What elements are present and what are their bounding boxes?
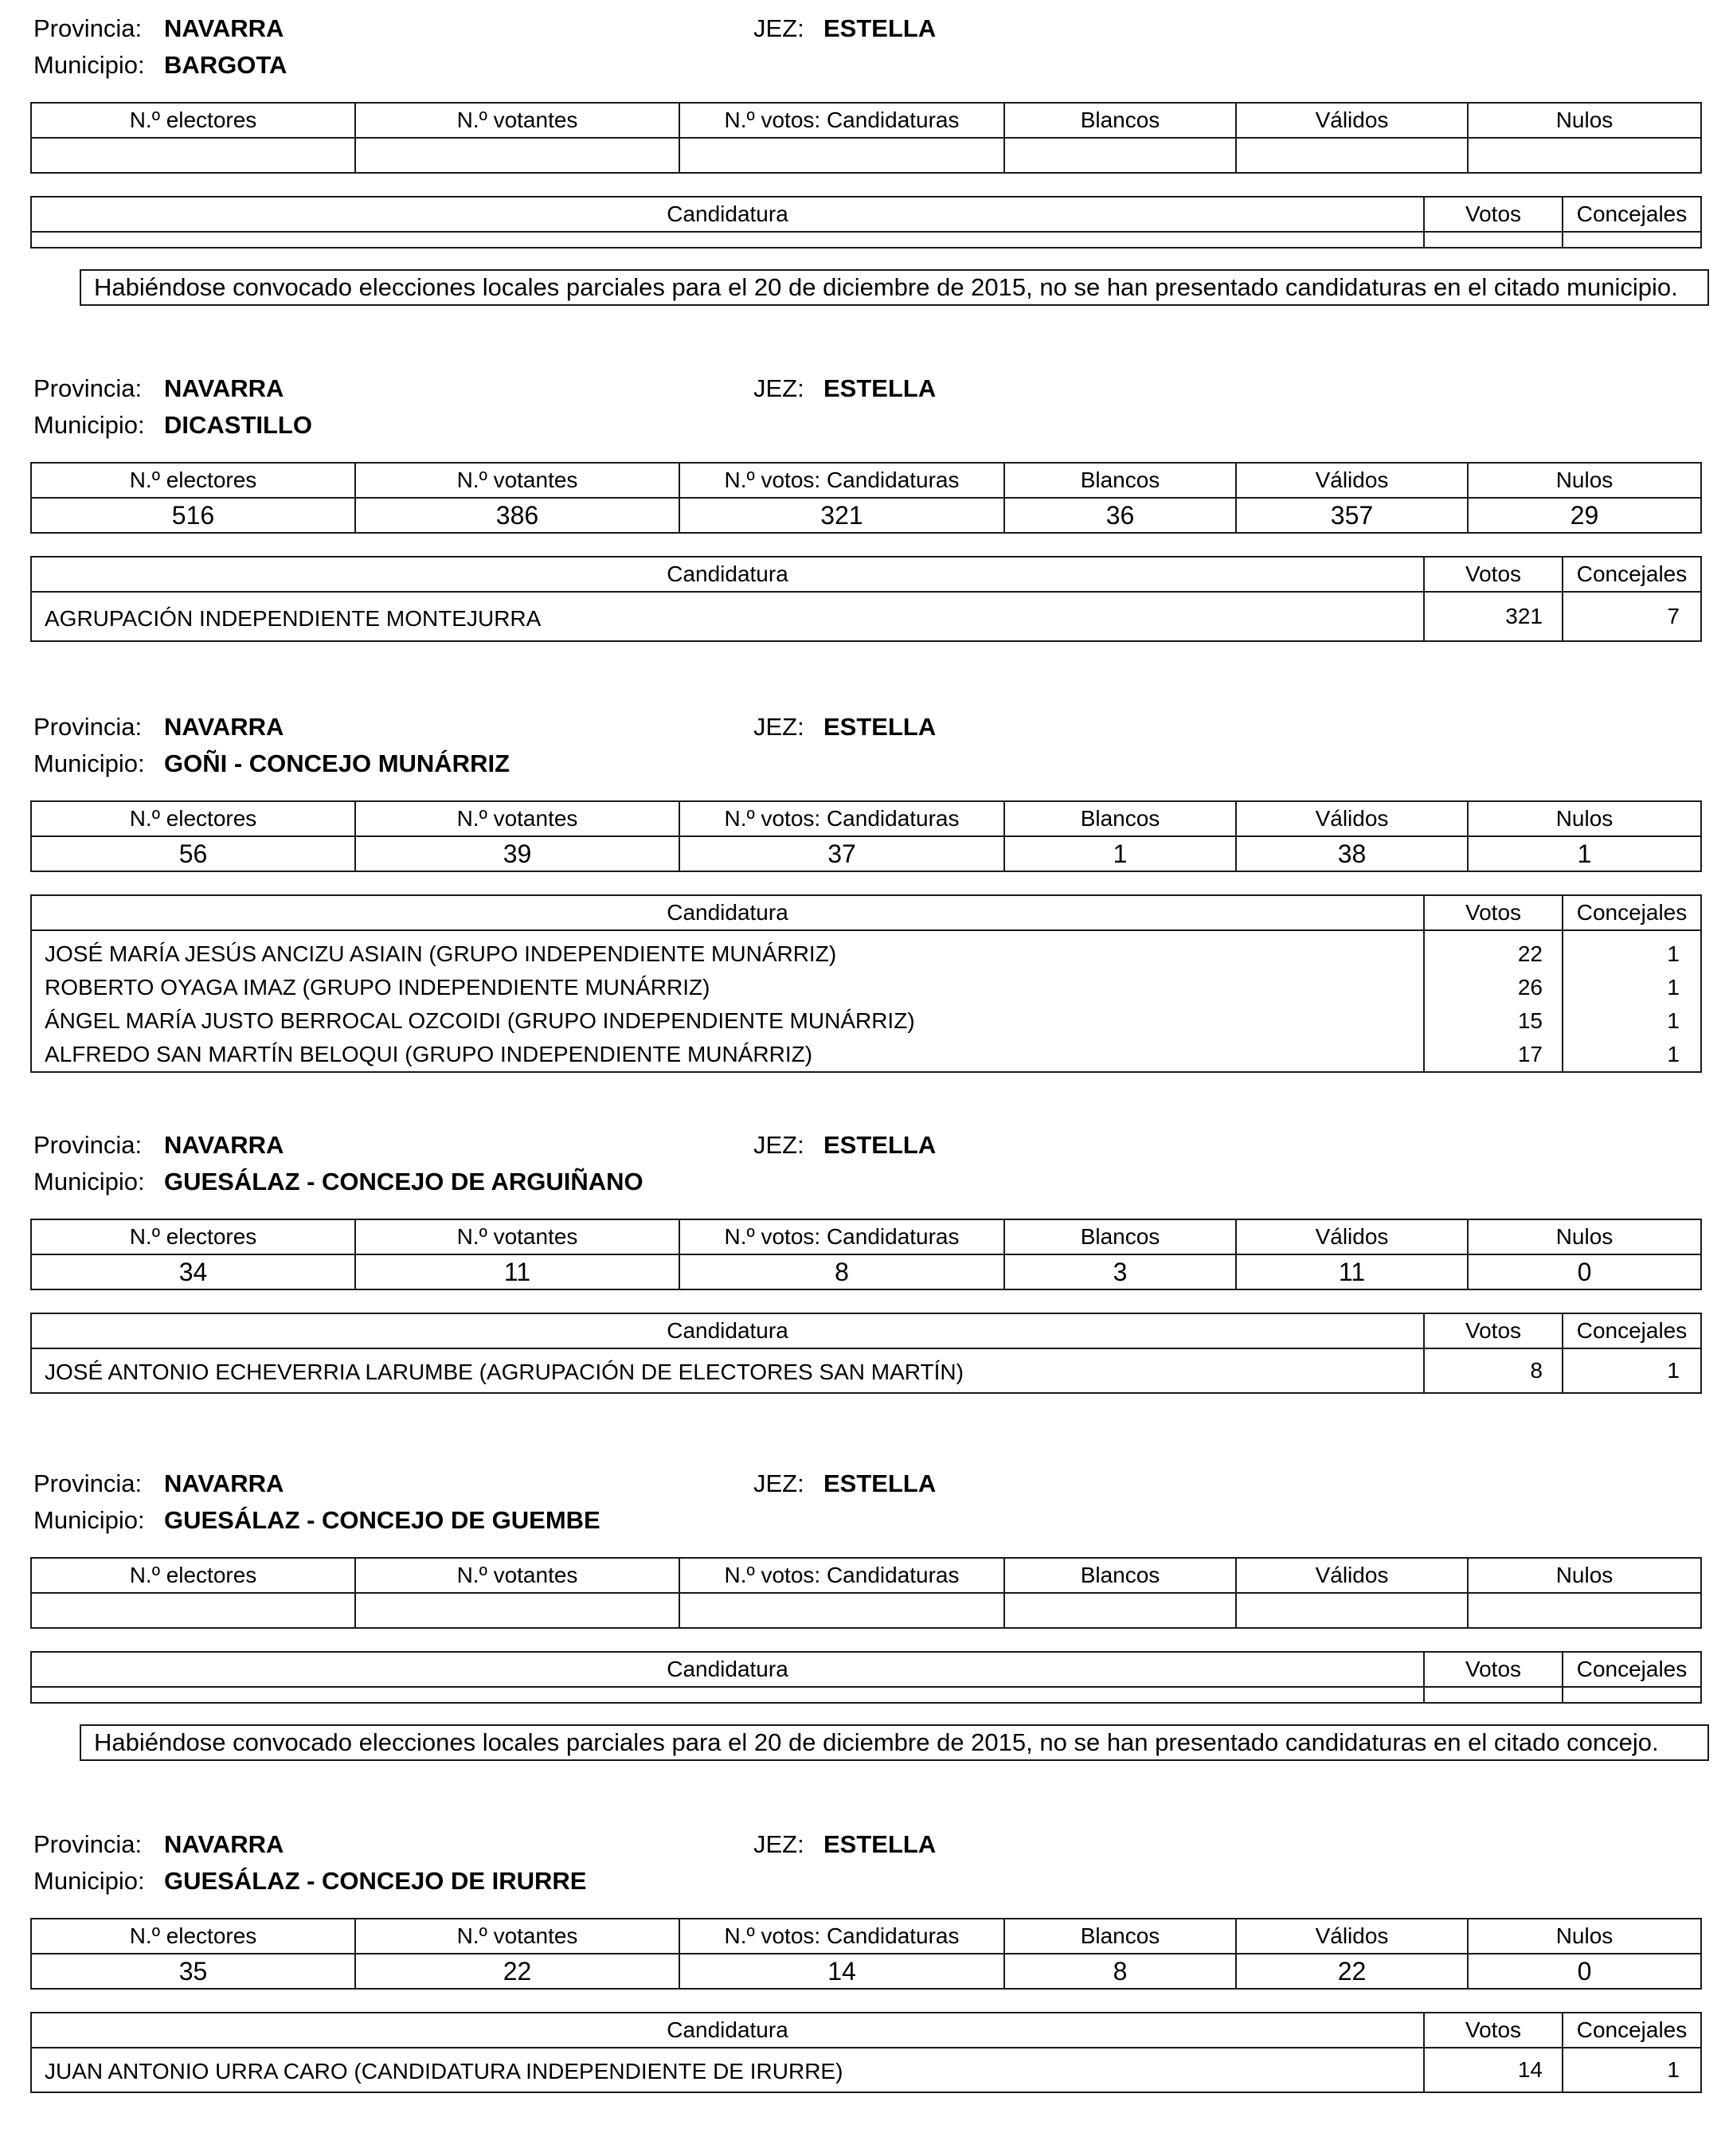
stats-header: Válidos [1236,1919,1468,1954]
candidatura-concejales: 7 [1563,592,1701,641]
stats-value: 321 [679,498,1004,533]
stats-table [30,1918,1702,1990]
stats-value-row [31,1593,1701,1628]
notice-text: Habiéndose convocado elecciones locales parciales para el 20 de diciembre de 2015, no se han presentado candidaturas en el citado municipio. [80,269,1709,306]
stats-value [679,138,1004,173]
stats-value: 516 [31,498,355,533]
candidatura-row [31,930,1701,971]
stats-header: Blancos [1004,103,1236,138]
votos-header: Votos [1424,2013,1563,2048]
stats-header: N.º votos: Candidaturas [679,1558,1004,1593]
stats-header-row [31,1558,1701,1593]
stats-header: N.º votantes [355,801,679,836]
stats-value: 0 [1468,1254,1701,1289]
candidatura-votos: 26 [1424,971,1563,1004]
stats-value [1236,1593,1468,1628]
concejales-header: Concejales [1563,1313,1701,1348]
stats-header: N.º votantes [355,463,679,498]
stats-header: Blancos [1004,463,1236,498]
candidaturas-header-row [31,1652,1701,1687]
stats-value: 11 [1236,1254,1468,1289]
stats-header: N.º electores [31,463,355,498]
stats-value [31,1593,355,1628]
votos-header: Votos [1424,895,1563,930]
empty-row [31,1687,1701,1703]
municipio-label: Municipio: [33,1168,145,1195]
candidatura-row [31,971,1701,1004]
stats-header: Blancos [1004,1219,1236,1254]
stats-value: 8 [679,1254,1004,1289]
jez-value: ESTELLA [823,1131,937,1159]
provincia-value: NAVARRA [164,14,284,42]
stats-table [30,1557,1702,1629]
stats-header-row [31,1919,1701,1954]
stats-header: Nulos [1468,1919,1701,1954]
candidatura-row [31,1038,1701,1072]
provincia-value: NAVARRA [164,1830,284,1858]
stats-value [1468,1593,1701,1628]
notice-text: Habiéndose convocado elecciones locales parciales para el 20 de diciembre de 2015, no se han presentado candidaturas en el citado concejo. [80,1724,1709,1761]
jez-value: ESTELLA [823,713,937,741]
stats-value: 56 [31,836,355,871]
candidaturas-header-row [31,197,1701,232]
municipio-value: BARGOTA [164,51,288,79]
candidaturas-table [30,196,1702,248]
stats-value [31,138,355,173]
stats-value: 11 [355,1254,679,1289]
provincia-value: NAVARRA [164,1131,284,1159]
cand-header: Candidatura [31,557,1424,592]
provincia-label: Provincia: [33,713,143,741]
stats-value: 14 [679,1954,1004,1989]
stats-header: N.º electores [31,1219,355,1254]
jez-label: JEZ: [753,1830,804,1858]
candidatura-name: JOSÉ MARÍA JESÚS ANCIZU ASIAIN (GRUPO INDEPENDIENTE MUNÁRRIZ) [31,930,1424,971]
provincia-label: Provincia: [33,1469,143,1497]
stats-value: 3 [1004,1254,1236,1289]
jez-value: ESTELLA [823,1830,937,1858]
empty-row [31,232,1701,248]
stats-header: Válidos [1236,801,1468,836]
stats-header: N.º votos: Candidaturas [679,801,1004,836]
stats-header: N.º votos: Candidaturas [679,103,1004,138]
stats-header: N.º electores [31,1919,355,1954]
stats-value-row [31,836,1701,871]
candidatura-row [31,1004,1701,1038]
stats-value: 8 [1004,1954,1236,1989]
cand-header: Candidatura [31,197,1424,232]
stats-header: Nulos [1468,1558,1701,1593]
stats-value [1004,1593,1236,1628]
municipio-label: Municipio: [33,411,145,439]
stats-header: Válidos [1236,1219,1468,1254]
cand-header: Candidatura [31,1652,1424,1687]
stats-header: Blancos [1004,1558,1236,1593]
candidatura-row [31,2048,1701,2092]
candidaturas-table [30,1651,1702,1704]
stats-header: Blancos [1004,801,1236,836]
stats-header: N.º votos: Candidaturas [679,1919,1004,1954]
candidatura-name: ALFREDO SAN MARTÍN BELOQUI (GRUPO INDEPENDIENTE MUNÁRRIZ) [31,1038,1424,1072]
candidatura-name: JOSÉ ANTONIO ECHEVERRIA LARUMBE (AGRUPACIÓN DE ELECTORES SAN MARTÍN) [31,1348,1424,1393]
candidatura-name: JUAN ANTONIO URRA CARO (CANDIDATURA INDEPENDIENTE DE IRURRE) [31,2048,1424,2092]
stats-header-row [31,103,1701,138]
stats-header: N.º electores [31,103,355,138]
votos-header: Votos [1424,557,1563,592]
stats-value [679,1593,1004,1628]
stats-value: 35 [31,1954,355,1989]
candidatura-votos: 8 [1424,1348,1563,1393]
stats-value [1236,138,1468,173]
stats-value: 1 [1004,836,1236,871]
stats-table [30,1219,1702,1290]
municipio-value: GOÑI - CONCEJO MUNÁRRIZ [164,749,510,777]
candidatura-votos: 22 [1424,930,1563,971]
candidaturas-table [30,2012,1702,2093]
stats-value: 0 [1468,1954,1701,1989]
jez-label: JEZ: [753,374,804,402]
stats-value [1468,138,1701,173]
stats-header-row [31,801,1701,836]
candidatura-votos: 321 [1424,592,1563,641]
stats-header: Nulos [1468,1219,1701,1254]
stats-value-row [31,1254,1701,1289]
stats-value: 29 [1468,498,1701,533]
stats-header: Válidos [1236,463,1468,498]
stats-header: Válidos [1236,1558,1468,1593]
stats-value: 22 [355,1954,679,1989]
candidatura-concejales: 1 [1563,1038,1701,1072]
stats-header: N.º votantes [355,1558,679,1593]
provincia-value: NAVARRA [164,374,284,402]
stats-value [1004,138,1236,173]
candidatura-concejales: 1 [1563,1004,1701,1038]
stats-value [355,138,679,173]
stats-table [30,102,1702,174]
candidatura-votos: 15 [1424,1004,1563,1038]
stats-header: Válidos [1236,103,1468,138]
stats-value [355,1593,679,1628]
candidatura-votos: 17 [1424,1038,1563,1072]
stats-table [30,800,1702,872]
votos-header: Votos [1424,197,1563,232]
candidatura-name: ROBERTO OYAGA IMAZ (GRUPO INDEPENDIENTE MUNÁRRIZ) [31,971,1424,1004]
stats-header: Blancos [1004,1919,1236,1954]
jez-label: JEZ: [753,1131,804,1159]
provincia-value: NAVARRA [164,1469,284,1497]
candidaturas-header-row [31,2013,1701,2048]
candidatura-name: ÁNGEL MARÍA JUSTO BERROCAL OZCOIDI (GRUPO INDEPENDIENTE MUNÁRRIZ) [31,1004,1424,1038]
stats-header: N.º votantes [355,1219,679,1254]
votos-header: Votos [1424,1652,1563,1687]
candidatura-concejales: 1 [1563,971,1701,1004]
candidatura-row [31,592,1701,641]
candidaturas-table [30,1313,1702,1394]
cand-header: Candidatura [31,895,1424,930]
stats-header: N.º votos: Candidaturas [679,1219,1004,1254]
stats-header: Nulos [1468,103,1701,138]
stats-value-row [31,1954,1701,1989]
stats-header-row [31,463,1701,498]
stats-value: 37 [679,836,1004,871]
jez-value: ESTELLA [823,1469,937,1497]
concejales-header: Concejales [1563,2013,1701,2048]
concejales-header: Concejales [1563,557,1701,592]
municipio-value: GUESÁLAZ - CONCEJO DE GUEMBE [164,1506,600,1534]
jez-label: JEZ: [753,713,804,741]
candidatura-concejales: 1 [1563,930,1701,971]
candidaturas-header-row [31,557,1701,592]
stats-header: N.º electores [31,1558,355,1593]
candidatura-votos: 14 [1424,2048,1563,2092]
stats-table [30,462,1702,534]
provincia-value: NAVARRA [164,713,284,741]
stats-value: 36 [1004,498,1236,533]
stats-header: N.º votantes [355,103,679,138]
stats-value: 38 [1236,836,1468,871]
municipio-value: GUESÁLAZ - CONCEJO DE IRURRE [164,1867,587,1895]
stats-value: 386 [355,498,679,533]
municipio-value: GUESÁLAZ - CONCEJO DE ARGUIÑANO [164,1168,643,1195]
concejales-header: Concejales [1563,895,1701,930]
municipio-label: Municipio: [33,51,145,79]
jez-value: ESTELLA [823,14,937,42]
candidatura-concejales: 1 [1563,2048,1701,2092]
stats-value-row [31,498,1701,533]
cand-header: Candidatura [31,1313,1424,1348]
municipio-value: DICASTILLO [164,411,312,439]
stats-value: 39 [355,836,679,871]
provincia-label: Provincia: [33,1830,143,1858]
provincia-label: Provincia: [33,1131,143,1159]
stats-value: 34 [31,1254,355,1289]
candidaturas-header-row [31,895,1701,930]
cand-header: Candidatura [31,2013,1424,2048]
candidaturas-header-row [31,1313,1701,1348]
candidatura-name: AGRUPACIÓN INDEPENDIENTE MONTEJURRA [31,592,1424,641]
candidatura-row [31,1348,1701,1393]
concejales-header: Concejales [1563,1652,1701,1687]
stats-value-row [31,138,1701,173]
stats-header: N.º votantes [355,1919,679,1954]
stats-header: N.º votos: Candidaturas [679,463,1004,498]
concejales-header: Concejales [1563,197,1701,232]
jez-label: JEZ: [753,14,804,42]
provincia-label: Provincia: [33,374,143,402]
stats-header-row [31,1219,1701,1254]
jez-value: ESTELLA [823,374,937,402]
stats-value: 1 [1468,836,1701,871]
jez-label: JEZ: [753,1469,804,1497]
stats-header: Nulos [1468,463,1701,498]
municipio-label: Municipio: [33,749,145,777]
candidaturas-table [30,556,1702,642]
stats-header: Nulos [1468,801,1701,836]
stats-value: 357 [1236,498,1468,533]
municipio-label: Municipio: [33,1867,145,1895]
municipio-label: Municipio: [33,1506,145,1534]
candidatura-concejales: 1 [1563,1348,1701,1393]
stats-value: 22 [1236,1954,1468,1989]
votos-header: Votos [1424,1313,1563,1348]
candidaturas-table [30,894,1702,1073]
provincia-label: Provincia: [33,14,143,42]
stats-header: N.º electores [31,801,355,836]
